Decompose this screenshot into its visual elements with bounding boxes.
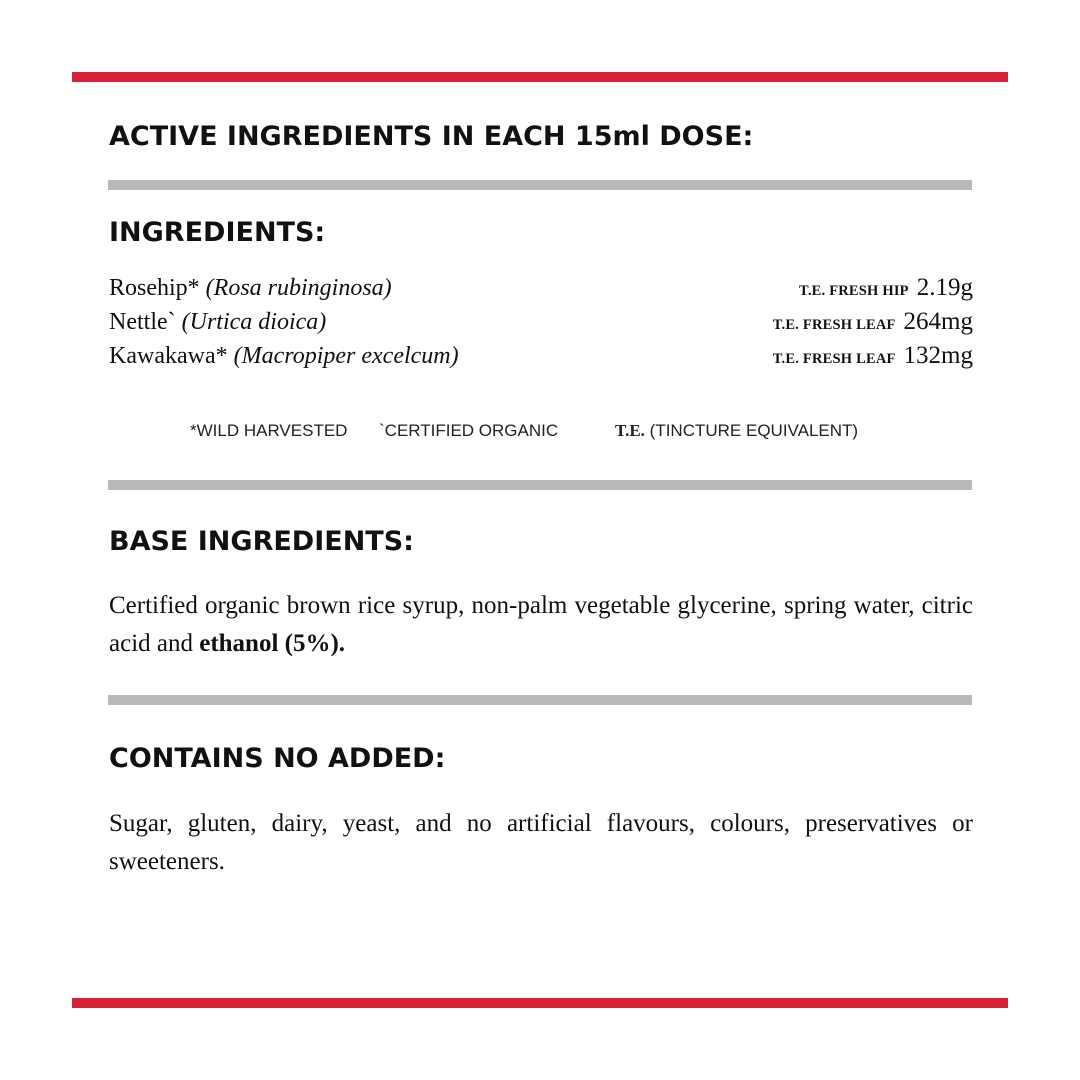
ingredient-amount: 264mg [903, 308, 973, 335]
ingredient-amount-group [773, 342, 973, 370]
contains-no-added-heading: CONTAINS NO ADDED: [109, 743, 446, 774]
base-ingredients-body: Certified organic brown rice syrup, non-palm vegetable glycerine, spring water, citric acid and [109, 592, 973, 657]
base-ingredients-heading: BASE INGREDIENTS: [109, 526, 414, 557]
top-red-rule [72, 72, 1008, 82]
ingredient-name: Kawakawa* [109, 343, 228, 369]
ingredient-amount-group [773, 308, 973, 336]
ingredient-latin: (Rosa rubinginosa) [205, 275, 392, 301]
legend-wild-harvested: *WILD HARVESTED [190, 421, 348, 440]
ingredients-heading: INGREDIENTS: [109, 217, 326, 248]
divider-2 [108, 480, 972, 490]
divider-1 [108, 180, 972, 190]
ingredient-row-nettle [109, 308, 973, 342]
ingredient-latin: (Macropiper excelcum) [233, 343, 459, 369]
ingredient-row-rosehip [109, 274, 973, 308]
base-ingredients-text [109, 587, 973, 663]
ingredient-label [109, 343, 459, 370]
te-label: T.E. FRESH LEAF [772, 351, 896, 367]
ingredient-amount-group [799, 274, 973, 302]
ingredient-row-kawakawa [109, 342, 973, 376]
ingredient-legend [190, 421, 858, 441]
legend-te-full: (TINCTURE EQUIVALENT) [649, 421, 859, 440]
legend-te-abbr: T.E. [615, 421, 645, 440]
ingredient-amount: 2.19g [916, 274, 973, 301]
ingredient-label [109, 275, 392, 302]
ingredient-name: Rosehip* [109, 275, 200, 301]
ingredient-name: Nettle` [109, 309, 176, 335]
te-label: T.E. FRESH HIP [799, 283, 909, 299]
ingredient-label [109, 309, 326, 336]
contains-no-added-text: Sugar, gluten, dairy, yeast, and no artificial flavours, colours, preservatives or sweeteners. [109, 810, 973, 875]
bottom-red-rule [72, 998, 1008, 1008]
base-ingredients-ethanol: ethanol (5%). [199, 630, 346, 657]
divider-3 [108, 695, 972, 705]
active-ingredients-heading: ACTIVE INGREDIENTS IN EACH 15ml DOSE: [109, 121, 754, 152]
te-label: T.E. FRESH LEAF [772, 317, 896, 333]
ingredient-latin: (Urtica dioica) [181, 309, 327, 335]
ingredient-amount: 132mg [903, 342, 973, 369]
legend-certified-organic: `CERTIFIED ORGANIC [379, 421, 559, 440]
